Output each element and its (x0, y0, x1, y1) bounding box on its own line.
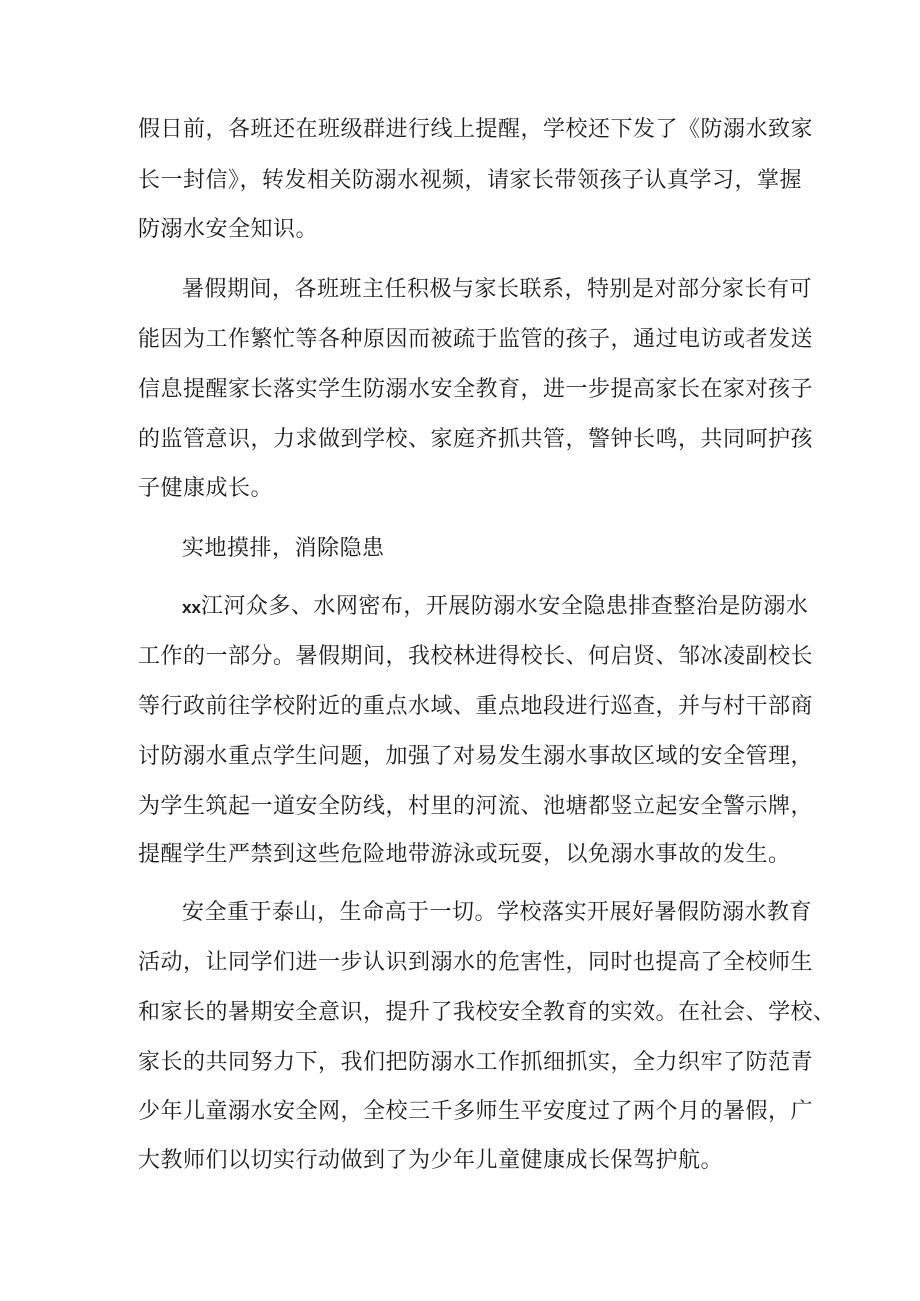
section-heading: 实地摸排，消除隐患 (182, 536, 385, 561)
paragraph-1-line-3: 防溺水安全知识。 (138, 217, 319, 242)
paragraph-3-line-4: 讨防溺水重点学生问题，加强了对易发生溺水事故区域的安全管理， (138, 744, 814, 769)
paragraph-2-line-5: 子健康成长。 (138, 476, 274, 501)
paragraph-2-line-1: 暑假期间，各班班主任积极与家长联系，特别是对部分家长有可 (182, 277, 813, 302)
paragraph-3-line-1-text: 江河众多、水网密布，开展防溺水安全隐患排查整治是防溺水 (200, 594, 809, 619)
paragraph-3-line-6: 提醒学生严禁到这些危险地带游泳或玩耍，以免溺水事故的发生。 (138, 842, 791, 867)
paragraph-3-line-5: 为学生筑起一道安全防线，村里的河流、池塘都竖立起安全警示牌， (138, 794, 814, 819)
paragraph-4-line-4: 家长的共同努力下，我们把防溺水工作抓细抓实，全力织牢了防范青 (138, 1050, 814, 1075)
paragraph-2-line-2: 能因为工作繁忙等各种原因而被疏于监管的孩子，通过电访或者发送 (138, 327, 814, 352)
paragraph-4-line-2: 活动，让同学们进一步认识到溺水的危害性，同时也提高了全校师生 (138, 950, 814, 975)
paragraph-3-line-2: 工作的一部分。暑假期间，我校林进得校长、何启贤、邹冰凌副校长 (138, 644, 814, 669)
paragraph-4-line-1: 安全重于泰山，生命高于一切。学校落实开展好暑假防溺水教育 (182, 900, 813, 925)
paragraph-3-line-3: 等行政前往学校附近的重点水域、重点地段进行巡查，并与村干部商 (138, 694, 814, 719)
paragraph-1-line-2: 长一封信》，转发相关防溺水视频，请家长带领孩子认真学习，掌握 (138, 168, 803, 193)
paragraph-4-line-3: 和家长的暑期安全意识，提升了我校安全教育的实效。在社会、学校、 (138, 1000, 836, 1025)
paragraph-4-line-5: 少年儿童溺水安全网，全校三千多师生平安度过了两个月的暑假，广 (138, 1099, 814, 1124)
paragraph-3-line-1 (182, 592, 808, 623)
paragraph-4-line-6: 大教师们以切实行动做到了为少年儿童健康成长保驾护航。 (138, 1148, 724, 1173)
placeholder-region-name: xx (182, 598, 201, 617)
paragraph-1-line-1: 假日前，各班还在班级群进行线上提醒，学校还下发了《防溺水致家 (138, 117, 814, 142)
paragraph-2-line-4: 的监管意识，力求做到学校、家庭齐抓共管，警钟长鸣，共同呵护孩 (138, 427, 814, 452)
paragraph-2-line-3: 信息提醒家长落实学生防溺水安全教育，进一步提高家长在家对孩子 (138, 377, 814, 402)
